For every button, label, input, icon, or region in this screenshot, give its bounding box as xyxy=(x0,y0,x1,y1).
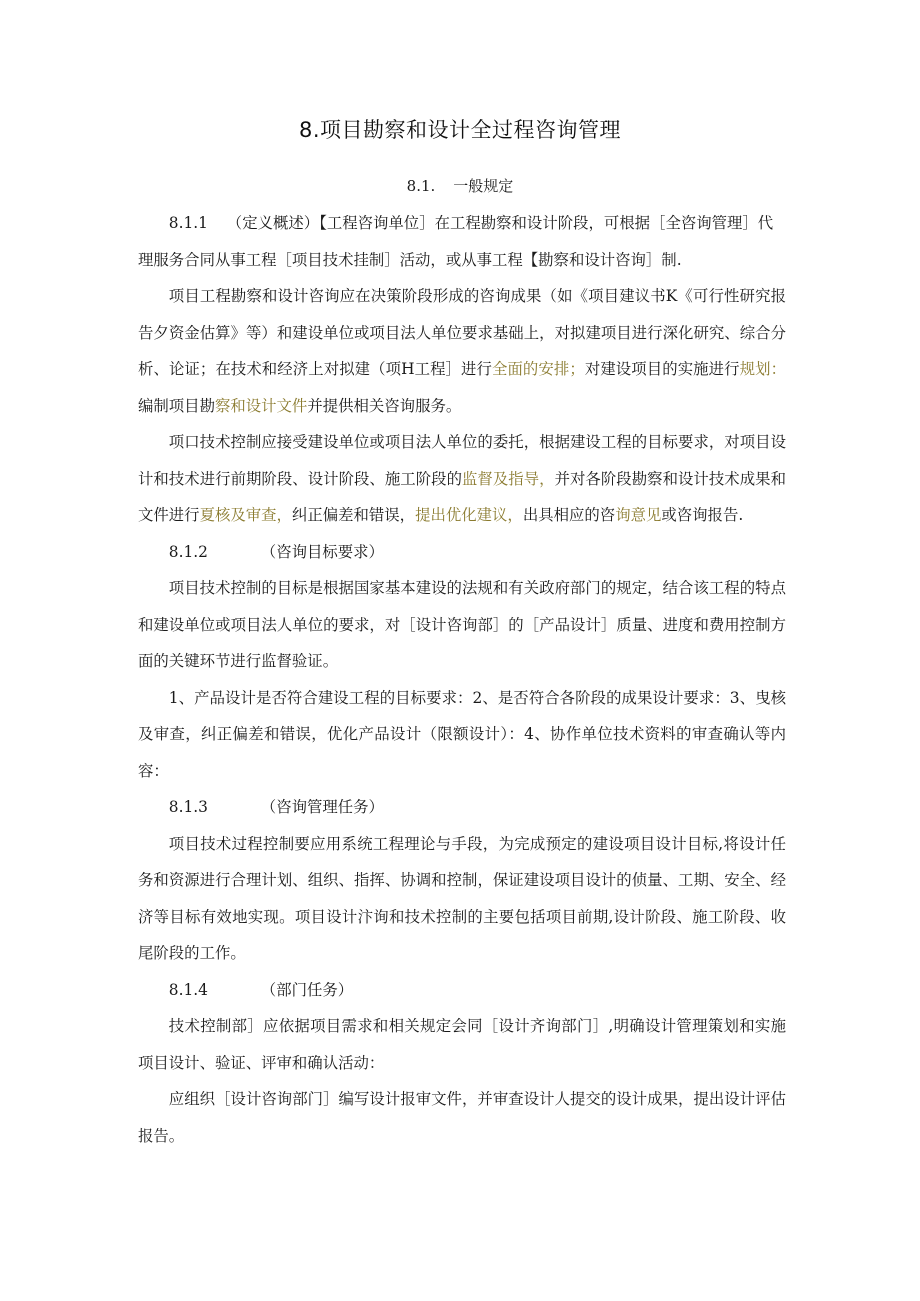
clause-number: 8.1.3 xyxy=(168,798,208,816)
paragraph-text: 制. xyxy=(661,250,682,269)
body-paragraph xyxy=(138,570,786,680)
paragraph-text: 项口技术控制应接受建设单位或项目法人单位的委托，根据建设工程的目标要求，对项目设计和技术进行前期阶段、设计阶段、施工阶段的 xyxy=(138,433,786,488)
clause-heading xyxy=(138,205,786,278)
clause-title: （部门任务） xyxy=(260,980,354,999)
clause-title: （咨询管理任务） xyxy=(260,798,384,816)
document-body xyxy=(138,205,786,1154)
paragraph-text: 项目技术控制的目标是根据国家基本建设的法规和有关政府部门的规定，结合该工程的特点和建设单位或项目法人单位的要求，对［设计咨询部］的［产品设计］质量、进度和费用控制方面的关键环节进行监督验证。 xyxy=(138,579,786,670)
paragraph-text: 并提供相关咨询服务。 xyxy=(307,396,462,415)
page-title: 8.项目勘察和设计全过程咨询管理 xyxy=(298,118,622,142)
paragraph-text: 项目技术过程控制要应用系统工程理论与手段，为完成预定的建设项目设计目标,将设计任务和资源进行合理计划、组织、指挥、协调和控制，保证建设项目设计的侦量、工期、安全、经济等目标有效地实现。项目设计汴询和技术控制的主要包括项目前期,设计阶段、施工阶段、收尾阶段的工作。 xyxy=(138,834,786,962)
paragraph-text: 或咨询报告. xyxy=(661,506,744,524)
clause-heading xyxy=(138,534,786,571)
paragraph-text: 【工程咨询单位］在工程勘察和设计阶段，可根据［全咨询管理］代理服务合同从事工程［项目技术挂制］活动，或从事工程【勘察和设计咨询］ xyxy=(138,214,774,269)
body-paragraph xyxy=(138,1081,786,1154)
highlighted-text: 夏核及审查， xyxy=(199,506,292,524)
paragraph-text: 编制项目勘 xyxy=(138,396,215,415)
clause-title: （定义概述） xyxy=(226,214,320,232)
highlighted-text: 察和设计文件 xyxy=(214,396,308,415)
paragraph-text: 1、产品设计是否符合建设工程的目标要求：2、是否符合各阶段的成果设计要求：3、曳核及审查，纠正偏差和错误，优化产品设计（限额设计）：4、协作单位技术资料的审查确认等内容： xyxy=(138,688,786,780)
highlighted-text: 询意见 xyxy=(615,506,662,524)
section-heading xyxy=(0,175,920,196)
section-number: 8.1. xyxy=(406,177,436,195)
body-paragraph xyxy=(138,826,786,972)
paragraph-text: 出具相应的咨 xyxy=(522,506,616,524)
body-paragraph xyxy=(138,680,786,790)
clause-title: （咨询目标要求） xyxy=(260,542,384,561)
clause-number: 8.1.1 xyxy=(168,214,208,232)
paragraph-text: 项目工程勘察和设计咨询应在决策阶段形成的咨询成果（如《项目建议书K《可行性研究报告夕资金估算》等）和建设单位或项目法人单位要求基础上，对拟建项目进行深化研究、综合分析、论证；在技术和经济上对拟建（项H工程］进行 xyxy=(138,287,786,378)
body-paragraph xyxy=(138,278,786,424)
body-paragraph xyxy=(138,1008,786,1081)
paragraph-text: 技术控制部］应依据项目需求和相关规定会同［设计齐询部门］,明确设计管理策划和实施项目设计、验证、评审和确认活动： xyxy=(138,1017,786,1072)
highlighted-text: 监督及指导， xyxy=(462,469,555,488)
section-label: 一般规定 xyxy=(453,177,514,195)
highlighted-text: 全面的安排； xyxy=(491,360,585,378)
paragraph-text: 并对各阶段勘察和设计技术成果和文件进行 xyxy=(138,469,786,524)
clause-heading xyxy=(138,789,786,826)
clause-heading xyxy=(138,972,786,1009)
highlighted-text: 规划： xyxy=(739,360,786,378)
paragraph-text: 对建设项目的实施进行 xyxy=(584,360,740,378)
highlighted-text: 提出优化建议， xyxy=(415,506,523,524)
paragraph-text: 应组织［设计咨询部门］编写设计报审文件，并审查设计人提交的设计成果，提出设计评估报告。 xyxy=(138,1090,786,1145)
clause-number: 8.1.4 xyxy=(168,980,208,999)
clause-number: 8.1.2 xyxy=(168,542,208,561)
paragraph-text: 纠正偏差和错误， xyxy=(291,506,416,524)
body-paragraph xyxy=(138,424,786,534)
